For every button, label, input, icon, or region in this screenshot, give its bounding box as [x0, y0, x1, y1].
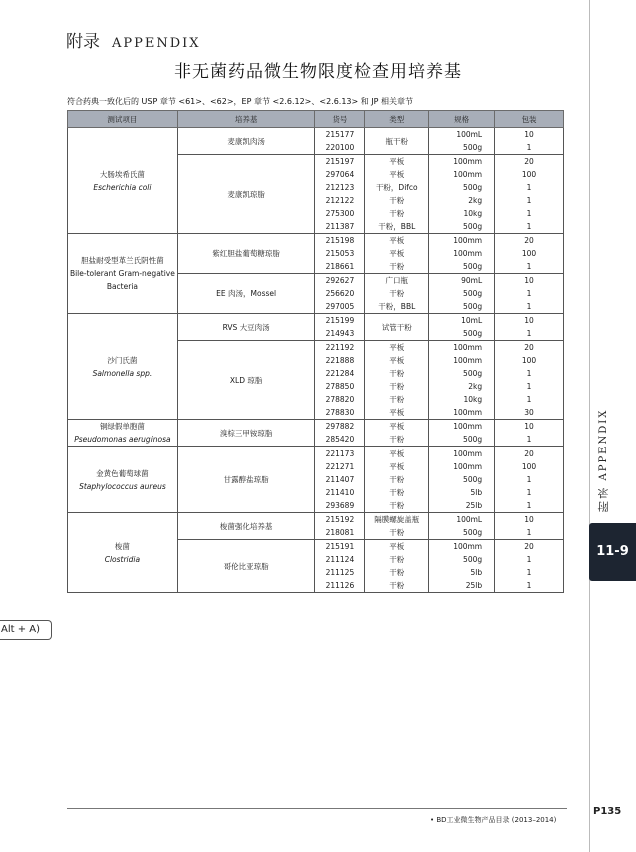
catalog-number-value: 215199 [325, 316, 355, 325]
pack-cell-value: 1 [526, 289, 532, 298]
medium-name: 甘露醇盐琼脂 [177, 447, 315, 513]
type-cell-value: 干粉 [389, 395, 405, 404]
type-cell-value: 干粉 [389, 262, 405, 271]
table-row [68, 447, 564, 513]
type-cell-value: 隔膜螺旋盖瓶 [374, 515, 420, 524]
table-header-row [68, 111, 564, 128]
pack-cell-value: 1 [526, 395, 532, 404]
test-item-en: Salmonella spp. [92, 368, 153, 378]
table-row [68, 513, 564, 540]
size-cell-value: 500g [463, 555, 483, 564]
type-cell [365, 540, 429, 593]
catalog-number-value: 297064 [325, 170, 355, 179]
size-cell-value: 100mm [453, 249, 483, 258]
pack-cell [495, 314, 564, 341]
catalog-number-value: 214943 [325, 329, 355, 338]
type-cell [365, 420, 429, 447]
test-item-en: Staphylococcus aureus [79, 481, 166, 491]
type-cell-value: 平板 [389, 343, 405, 352]
test-item-cn: 金黄色葡萄球菌 [96, 468, 149, 478]
size-cell-value: 2kg [468, 196, 483, 205]
size-cell-value: 5lb [470, 568, 483, 577]
catalog-number-value: 211126 [325, 581, 355, 590]
type-cell [365, 513, 429, 540]
catalog-number-value: 212123 [325, 183, 355, 192]
type-cell-value: 干粉 [389, 382, 405, 391]
type-cell-value: 平板 [389, 236, 405, 245]
size-cell [429, 540, 495, 593]
pack-cell [495, 447, 564, 513]
size-cell-value: 25lb [465, 501, 483, 510]
type-cell-value: 干粉 [389, 475, 405, 484]
type-cell-value: 平板 [389, 170, 405, 179]
type-cell [365, 274, 429, 314]
table-body [68, 128, 564, 593]
test-item-cell [68, 447, 178, 513]
column-header: 培养基 [177, 111, 315, 128]
type-cell-value: 干粉 [389, 209, 405, 218]
catalog-number-value: 221173 [325, 449, 355, 458]
type-cell-value: 平板 [389, 249, 405, 258]
medium-name: 梭菌强化培养基 [177, 513, 315, 540]
catalog-number [315, 513, 365, 540]
catalog-number [315, 420, 365, 447]
type-cell: 瓶干粉 [365, 128, 429, 155]
page-number: P135 [593, 806, 622, 817]
type-cell-value: 干粉 [389, 289, 405, 298]
catalog-number [315, 155, 365, 234]
catalog-number-value: 215192 [325, 515, 355, 524]
test-item-cell [68, 513, 178, 593]
column-header: 类型 [365, 111, 429, 128]
size-cell-value: 500g [463, 329, 483, 338]
size-cell-value: 100mm [453, 408, 483, 417]
pack-cell-value: 20 [524, 343, 534, 352]
shortcut-hint[interactable]: Alt + A) [0, 620, 52, 640]
size-cell-value: 500g [463, 302, 483, 311]
pack-cell [495, 513, 564, 540]
intro-text: 符合药典一致化后的 USP 章节 <61>、<62>，EP 章节 <2.6.12>、<2.6.13> 和 JP 相关章节 [67, 97, 414, 106]
test-item-cn: 大肠埃希氏菌 [99, 169, 145, 179]
type-cell-value: 干粉 [389, 435, 405, 444]
column-header: 包装 [495, 111, 564, 128]
catalog-number-value: 218081 [325, 528, 355, 537]
pack-cell-value: 1 [526, 183, 532, 192]
size-cell-value: 100mL [456, 515, 483, 524]
catalog-number-value: 221888 [325, 356, 355, 365]
size-cell-value: 10mL [461, 316, 483, 325]
column-header: 规格 [429, 111, 495, 128]
size-cell-value: 500g [463, 475, 483, 484]
catalog-number-value: 297882 [325, 422, 355, 431]
pack-cell-value: 1 [526, 488, 532, 497]
type-cell-value: 平板 [389, 449, 405, 458]
pack-cell-value: 1 [526, 528, 532, 537]
catalog-number-value: 275300 [325, 209, 355, 218]
pack-cell [495, 234, 564, 274]
catalog-number-value: 278830 [325, 408, 355, 417]
pack-cell-value: 1 [526, 196, 532, 205]
footer-divider [67, 808, 567, 809]
catalog-number-value: 212122 [325, 196, 355, 205]
pack-cell-value: 20 [524, 542, 534, 551]
pack-cell-value: 1 [526, 475, 532, 484]
pack-cell-value: 1 [526, 568, 532, 577]
type-cell-value: 平板 [389, 408, 405, 417]
catalog-number-value: 211387 [325, 222, 355, 231]
catalog-number-value: 215053 [325, 249, 355, 258]
test-item-cell [68, 420, 178, 447]
table-row [68, 234, 564, 274]
pack-cell-value: 1 [526, 329, 532, 338]
test-item-cell [68, 234, 178, 314]
footer-text: • BD工业微生物产品目录 (2013–2014) [430, 816, 557, 824]
medium-name: 溴棕三甲铵琼脂 [177, 420, 315, 447]
size-cell-value: 25lb [465, 581, 483, 590]
pack-cell-value: 1 [526, 302, 532, 311]
catalog-number [315, 274, 365, 314]
media-table [67, 110, 564, 593]
catalog-number-value: 218661 [325, 262, 355, 271]
column-header: 货号 [315, 111, 365, 128]
medium-name: RVS 大豆肉汤 [177, 314, 315, 341]
pack-cell-value: 1 [526, 382, 532, 391]
catalog-number-value: 215197 [325, 157, 355, 166]
catalog-number-value: 211125 [325, 568, 355, 577]
size-cell-value: 500g [463, 528, 483, 537]
size-cell [429, 234, 495, 274]
size-cell-value: 100mm [453, 157, 483, 166]
pack-cell-value: 20 [524, 157, 534, 166]
pack-cell-value: 10 [524, 276, 534, 285]
type-cell-value: 平板 [389, 422, 405, 431]
catalog-number-value: 221284 [325, 369, 355, 378]
size-cell [429, 341, 495, 420]
catalog-number-value: 285420 [325, 435, 355, 444]
size-cell-value: 100mm [453, 236, 483, 245]
size-cell [429, 128, 495, 155]
size-cell [429, 314, 495, 341]
size-cell-value: 500g [463, 289, 483, 298]
type-cell [365, 234, 429, 274]
type-cell-value: 平板 [389, 462, 405, 471]
page-title: 非无菌药品微生物限度检查用培养基 [174, 62, 462, 82]
type-cell [365, 341, 429, 420]
size-cell-value: 500g [463, 222, 483, 231]
side-label-cn: 附录 [597, 486, 610, 512]
medium-name: 哥伦比亚琼脂 [177, 540, 315, 593]
pack-cell-value: 1 [526, 369, 532, 378]
header-label-cn: 附录 [66, 32, 100, 52]
type-cell-value: 干粉 [389, 501, 405, 510]
catalog-number-value: 256620 [325, 289, 355, 298]
size-cell-value: 5lb [470, 488, 483, 497]
size-cell-value: 500g [463, 262, 483, 271]
medium-name: EE 肉汤，Mossel [177, 274, 315, 314]
catalog-number-value: 215177 [325, 130, 355, 139]
type-cell-value: 干粉 [389, 581, 405, 590]
pack-cell [495, 540, 564, 593]
size-cell-value: 2kg [468, 382, 483, 391]
medium-name: XLD 琼脂 [177, 341, 315, 420]
side-label-en: APPENDIX [598, 408, 609, 481]
table-row [68, 314, 564, 341]
type-cell [365, 447, 429, 513]
table-row [68, 128, 564, 155]
test-item-en: Bile-tolerant Gram-negative Bacteria [69, 269, 175, 291]
pack-cell [495, 274, 564, 314]
type-cell: 试管干粉 [365, 314, 429, 341]
size-cell [429, 155, 495, 234]
pack-cell-value: 1 [526, 501, 532, 510]
catalog-number-value: 297005 [325, 302, 355, 311]
size-cell-value: 100mm [453, 356, 483, 365]
catalog-number [315, 540, 365, 593]
size-cell-value: 10kg [463, 395, 483, 404]
size-cell [429, 274, 495, 314]
size-cell-value: 100mm [453, 343, 483, 352]
size-cell-value: 100mm [453, 462, 483, 471]
catalog-number-value: 215198 [325, 236, 355, 245]
pack-cell [495, 128, 564, 155]
type-cell-value: 平板 [389, 542, 405, 551]
pack-cell-value: 100 [521, 356, 537, 365]
test-item-cell [68, 314, 178, 420]
size-cell [429, 420, 495, 447]
type-cell-value: 干粉，BBL [378, 222, 416, 231]
pack-cell-value: 1 [526, 435, 532, 444]
pack-cell-value: 10 [524, 316, 534, 325]
pack-cell-value: 30 [524, 408, 534, 417]
header-label [66, 27, 201, 52]
table-row [68, 420, 564, 447]
pack-cell [495, 420, 564, 447]
catalog-number [315, 234, 365, 274]
pack-cell-value: 1 [526, 143, 532, 152]
pack-cell-value: 1 [526, 209, 532, 218]
pack-cell [495, 155, 564, 234]
catalog-number-value: 292627 [325, 276, 355, 285]
test-item-cn: 沙门氏菌 [107, 355, 138, 365]
type-cell-value: 干粉 [389, 369, 405, 378]
test-item-cn: 梭菌 [114, 541, 130, 551]
header-label-en: APPENDIX [112, 36, 201, 51]
pack-cell-value: 100 [521, 170, 537, 179]
catalog-number-value: 221192 [325, 343, 355, 352]
type-cell-value: 干粉 [389, 488, 405, 497]
size-cell-value: 10kg [463, 209, 483, 218]
pack-cell-value: 100 [521, 249, 537, 258]
pack-cell-value: 1 [526, 222, 532, 231]
test-item-cell [68, 128, 178, 234]
type-cell-value: 干粉，Difco [375, 183, 418, 192]
size-cell-value: 100mm [453, 542, 483, 551]
catalog-number [315, 128, 365, 155]
catalog-number [315, 447, 365, 513]
size-cell-value: 90mL [461, 276, 483, 285]
column-header: 测试项目 [68, 111, 178, 128]
catalog-number-value: 221271 [325, 462, 355, 471]
type-cell-value: 平板 [389, 157, 405, 166]
test-item-en: Clostridia [104, 554, 141, 564]
medium-name: 麦康凯肉汤 [177, 128, 315, 155]
type-cell-value: 干粉，BBL [378, 302, 416, 311]
type-cell-value: 平板 [389, 356, 405, 365]
pack-cell-value: 10 [524, 422, 534, 431]
catalog-number-value: 211407 [325, 475, 355, 484]
pack-cell-value: 20 [524, 236, 534, 245]
type-cell-value: 干粉 [389, 555, 405, 564]
size-cell-value: 500g [463, 183, 483, 192]
pack-cell-value: 100 [521, 462, 537, 471]
test-item-en: Escherichia coli [93, 182, 152, 192]
catalog-number-value: 211124 [325, 555, 355, 564]
catalog-number-value: 278820 [325, 395, 355, 404]
size-cell-value: 500g [463, 143, 483, 152]
size-cell [429, 447, 495, 513]
size-cell-value: 100mL [456, 130, 483, 139]
size-cell-value: 100mm [453, 449, 483, 458]
catalog-number-value: 220100 [325, 143, 355, 152]
size-cell [429, 513, 495, 540]
medium-name: 麦康凯琼脂 [177, 155, 315, 234]
size-cell-value: 500g [463, 435, 483, 444]
test-item-cn: 铜绿假单胞菌 [99, 422, 145, 431]
size-cell-value: 100mm [453, 422, 483, 431]
test-item-en: Pseudomonas aeruginosa [74, 435, 171, 444]
pack-cell-value: 20 [524, 449, 534, 458]
type-cell [365, 155, 429, 234]
pack-cell-value: 1 [526, 581, 532, 590]
size-cell-value: 500g [463, 369, 483, 378]
pack-cell-value: 10 [524, 130, 534, 139]
type-cell-value: 干粉 [389, 528, 405, 537]
catalog-number-value: 215191 [325, 542, 355, 551]
catalog-number [315, 314, 365, 341]
type-cell-value: 干粉 [389, 196, 405, 205]
type-cell-value: 广口瓶 [385, 276, 409, 285]
catalog-number-value: 278850 [325, 382, 355, 391]
pack-cell-value: 1 [526, 262, 532, 271]
medium-name: 紫红胆盐葡萄糖琼脂 [177, 234, 315, 274]
catalog-number-value: 293689 [325, 501, 355, 510]
chapter-tab[interactable]: 11-9 [589, 523, 636, 581]
catalog-number [315, 341, 365, 420]
side-appendix-label [596, 400, 610, 512]
size-cell-value: 100mm [453, 170, 483, 179]
test-item-cn: 胆盐耐受型革兰氏阴性菌 [81, 256, 164, 265]
type-cell-value: 干粉 [389, 568, 405, 577]
catalog-number-value: 211410 [325, 488, 355, 497]
side-divider [589, 0, 590, 852]
pack-cell-value: 1 [526, 555, 532, 564]
pack-cell-value: 10 [524, 515, 534, 524]
pack-cell [495, 341, 564, 420]
